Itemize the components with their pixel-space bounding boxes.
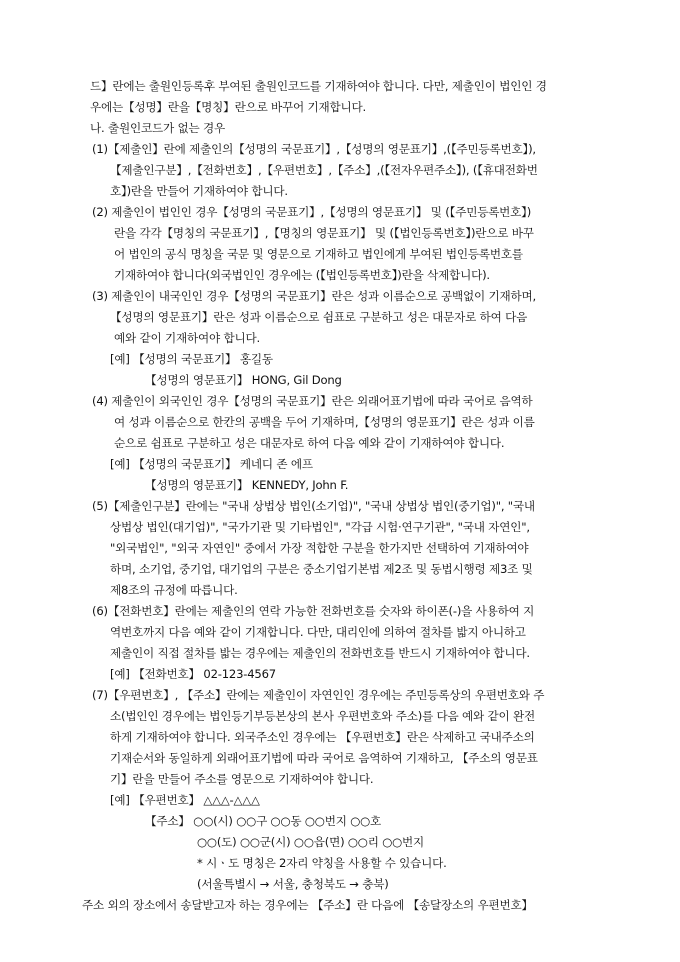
example-line: [예] 【성명의 국문표기】 홍길동 — [110, 352, 273, 366]
text-line: 하게 기재하여야 합니다. 외국주소인 경우에는 【우편번호】란은 삭제하고 국내주소의 — [110, 730, 535, 744]
text-line: (5)【제출인구분】란에는 "국내 상법상 법인(소기업)", "국내 상법상 법인(중기업)", "국내 — [92, 499, 535, 513]
text-line: (1)【제출인】란에 제출인의【성명의 국문표기】,【성명의 영문표기】,(【주민등록번호】), — [92, 142, 536, 156]
text-line: 순으로 쉼표로 구분하고 성은 대문자로 하여 다음 예와 같이 기재하여야 합니다. — [114, 436, 505, 450]
text-line: 제출인이 직접 절차를 밟는 경우에는 제출인의 전화번호를 반드시 기재하여야 합니다. — [110, 646, 530, 660]
text-line: "외국법인", "외국 자연인" 중에서 가장 적합한 구분을 한가지만 선택하여 기재하여야 — [110, 541, 529, 555]
text-line: (2) 제출인이 법인인 경우【성명의 국문표기】,【성명의 영문표기】 및 (【주민등록번호】) — [92, 205, 532, 219]
note-line: * 시ㆍ도 명칭은 2자리 약칭을 사용할 수 있습니다. — [197, 856, 447, 870]
text-line: (4) 제출인이 외국인인 경우【성명의 국문표기】란은 외래어표기법에 따라 국어로 음역하 — [92, 394, 533, 408]
text-line: 호】)란을 만들어 기재하여야 합니다. — [110, 184, 288, 198]
text-line: 기재순서와 동일하게 외래어표기법에 따라 국어로 음역하여 기재하고, 【주소의 영문표 — [110, 751, 538, 765]
text-line: 하며, 소기업, 중기업, 대기업의 구분은 중소기업기본법 제2조 및 동법시행령 제3조 및 — [110, 562, 533, 576]
example-line: 【주소】 ○○(시) ○○구 ○○동 ○○번지 ○○호 — [145, 814, 382, 828]
section-heading: 나. 출원인코드가 없는 경우 — [90, 121, 225, 135]
text-line: 우에는【성명】란을【명칭】란으로 바꾸어 기재합니다. — [90, 100, 367, 114]
text-line: 드】란에는 출원인등록후 부여된 출원인코드를 기재하여야 합니다. 다만, 제출인이 법인인 경 — [90, 79, 547, 93]
example-line: ○○(도) ○○군(시) ○○읍(면) ○○리 ○○번지 — [197, 835, 425, 849]
example-line: 【성명의 영문표기】 HONG, Gil Dong — [145, 373, 342, 387]
text-line: 소(법인인 경우에는 법인등기부등본상의 본사 우편번호와 주소)를 다음 예와 같이 완전 — [110, 709, 536, 723]
text-line: 여 성과 이름순으로 한칸의 공백을 두어 기재하며,【성명의 영문표기】란은 성과 이름 — [114, 415, 535, 429]
text-line: 【제출인구분】,【전화번호】,【우편번호】,【주소】,(【전자우편주소】), (【휴대전화번 — [110, 163, 538, 177]
text-line: 기】란을 만들어 주소를 영문으로 기재하여야 합니다. — [110, 772, 374, 786]
text-line: (7)【우편번호】, 【주소】란에는 제출인이 자연인인 경우에는 주민등록상의 우편번호와 주 — [92, 688, 545, 702]
text-line: (6)【전화번호】란에는 제출인의 연락 가능한 전화번호를 숫자와 하이폰(-)을 사용하여 지 — [92, 604, 535, 618]
example-line: 【성명의 영문표기】 KENNEDY, John F. — [145, 478, 349, 492]
text-line: 상법상 법인(대기업)", "국가기관 및 기타법인", "각급 시험·연구기관", "국내 자연인", — [110, 520, 530, 534]
text-line: 란을 각각【명칭의 국문표기】,【명칭의 영문표기】 및 (【법인등록번호】)란으로 바꾸 — [114, 226, 534, 240]
text-line: 【성명의 영문표기】란은 성과 이름순으로 쉼표로 구분하고 성은 대문자로 하여 다음 — [110, 310, 528, 324]
example-line: [예] 【전화번호】 02-123-4567 — [110, 667, 276, 681]
text-line: 제8조의 규정에 따릅니다. — [110, 583, 238, 597]
example-line: [예] 【성명의 국문표기】 케네디 존 에프 — [110, 457, 313, 471]
text-line: 역번호까지 다음 예와 같이 기재합니다. 다만, 대리인에 의하여 절차를 밟지 아니하고 — [110, 625, 526, 639]
text-line: 주소 외의 장소에서 송달받고자 하는 경우에는 【주소】란 다음에 【송달장소의 우편번호】 — [82, 898, 533, 912]
note-line: (서울특별시 → 서울, 충청북도 → 충북) — [197, 877, 389, 891]
text-line: 기재하여야 합니다(외국법인인 경우에는 (【법인등록번호】)란을 삭제합니다). — [114, 268, 490, 282]
text-line: 어 법인의 공식 명칭을 국문 및 영문으로 기재하고 법인에게 부여된 법인등록번호를 — [114, 247, 523, 261]
text-line: 예와 같이 기재하여야 합니다. — [114, 331, 260, 345]
example-line: [예] 【우편번호】 △△△-△△△ — [110, 793, 260, 807]
text-line: (3) 제출인이 내국인인 경우【성명의 국문표기】란은 성과 이름순으로 공백없이 기재하며, — [92, 289, 536, 303]
